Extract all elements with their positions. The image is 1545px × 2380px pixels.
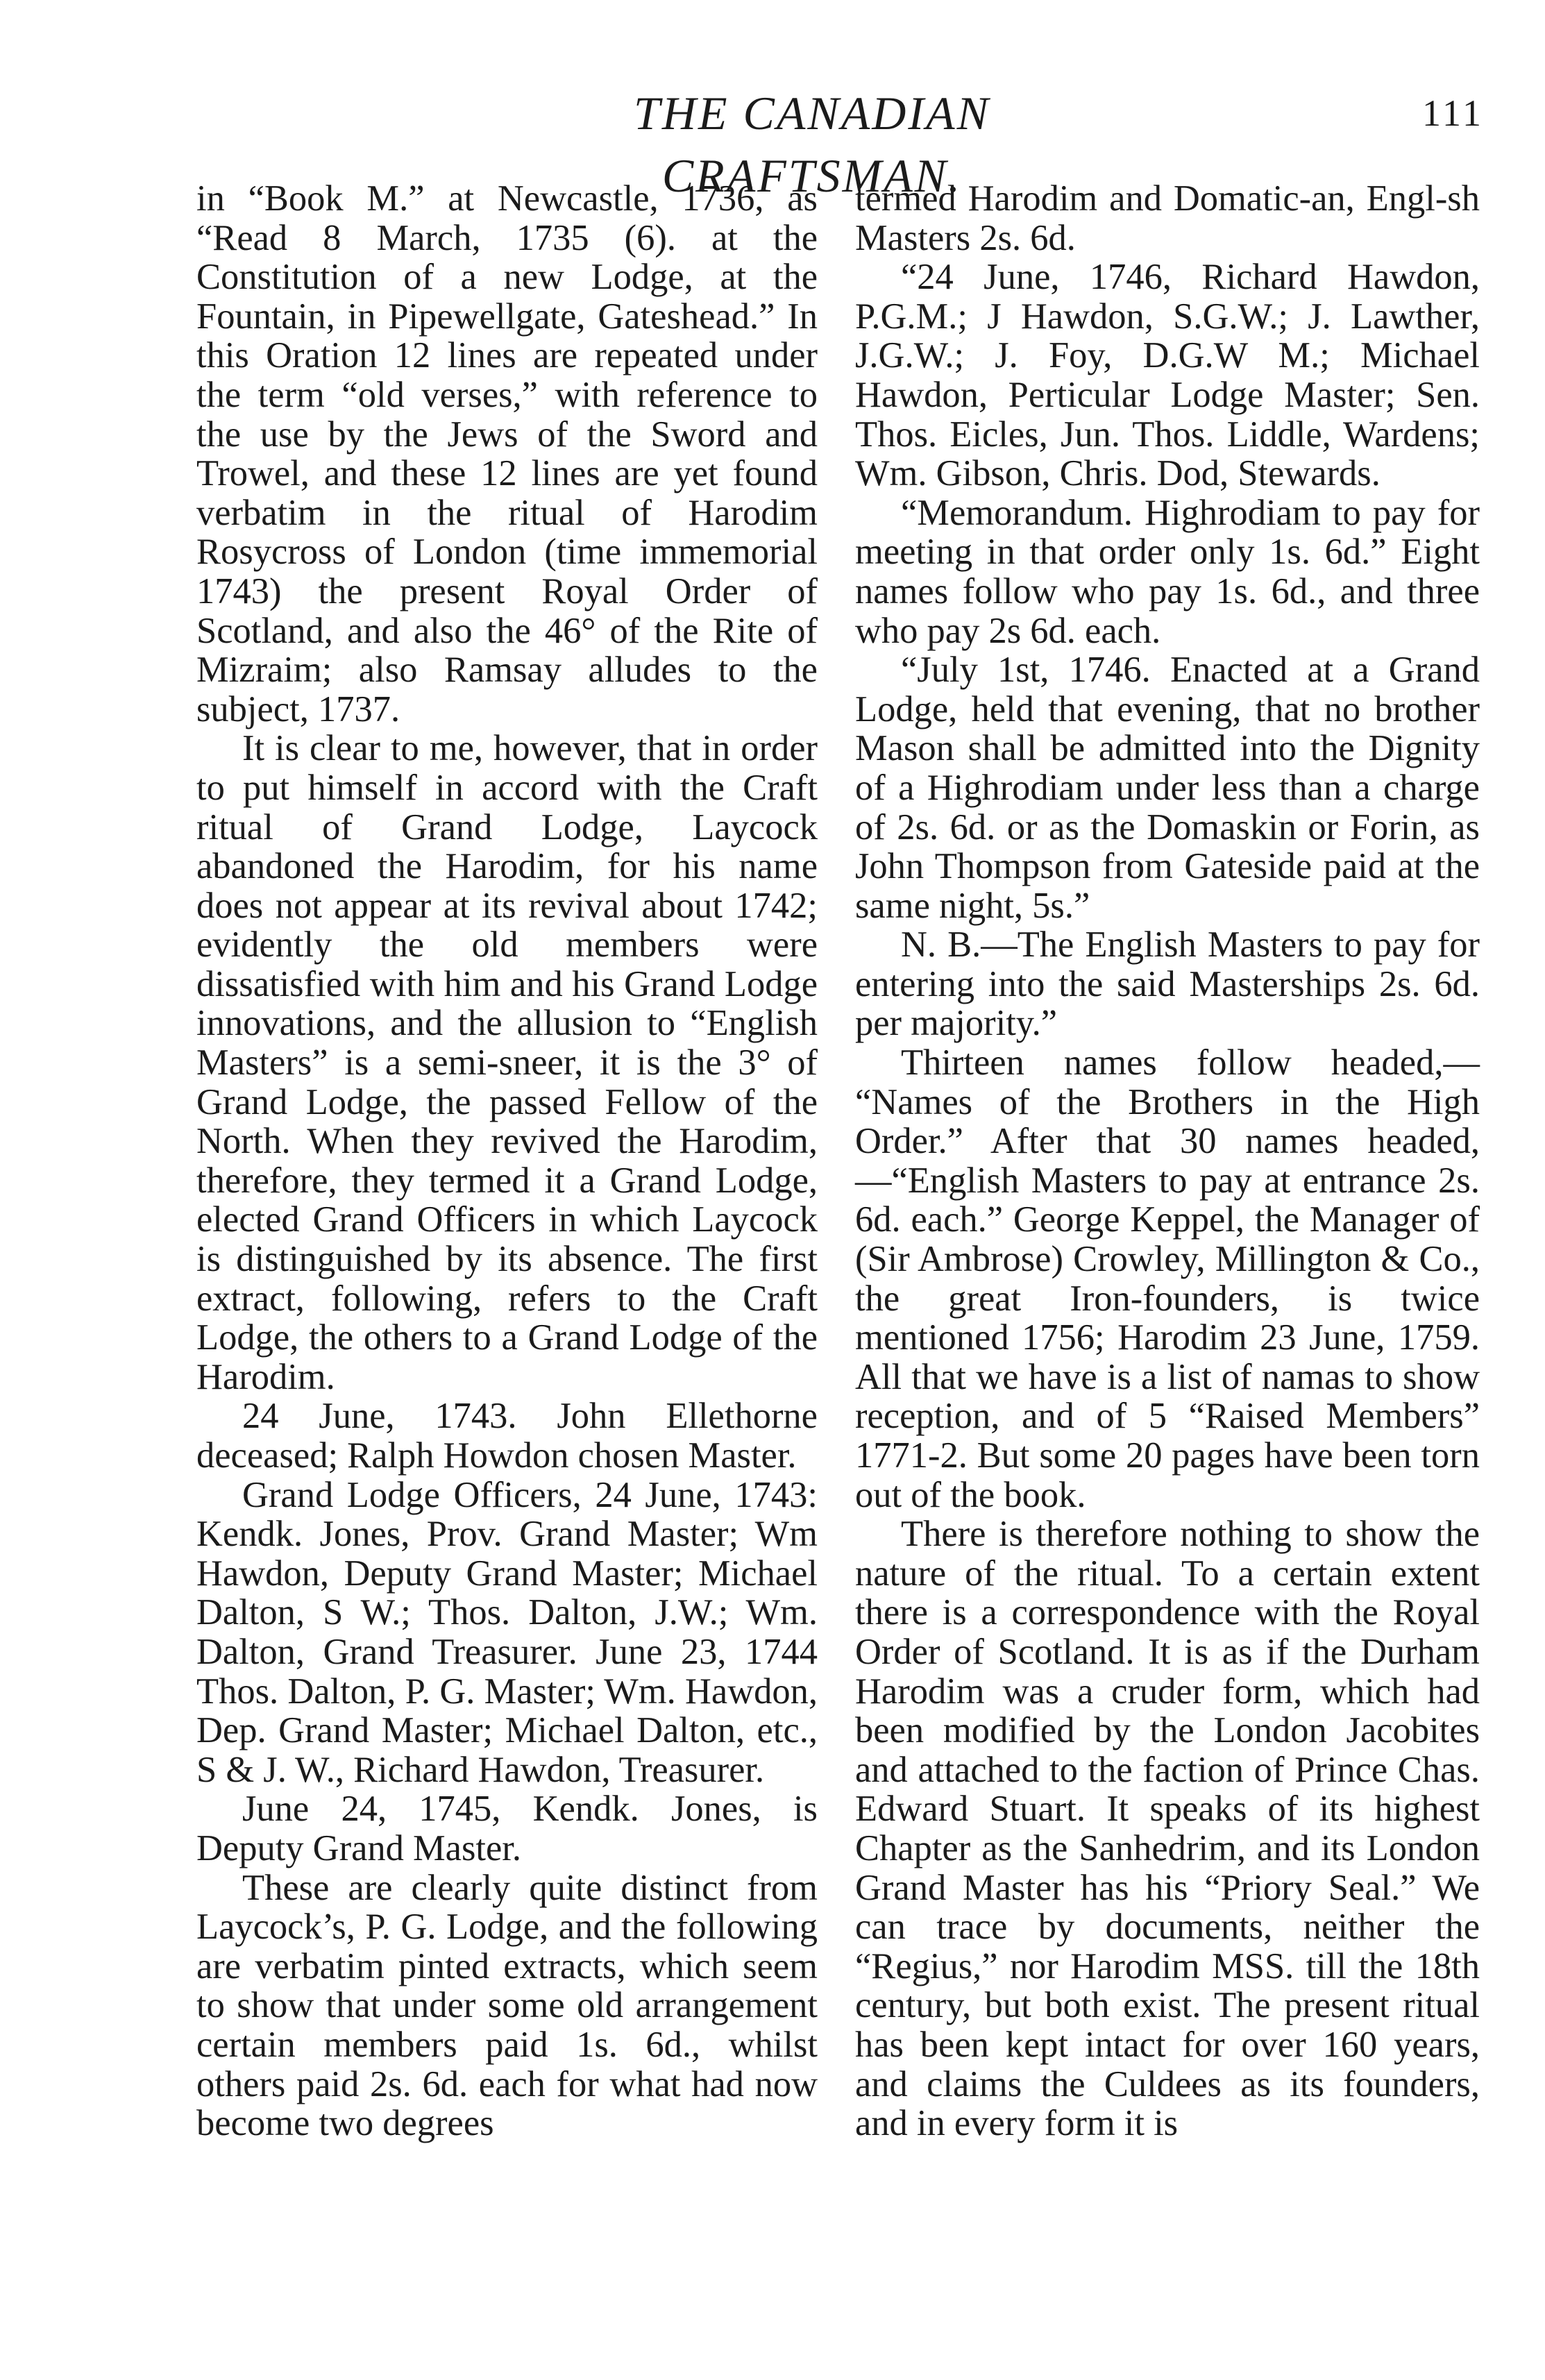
paragraph: There is therefore nothing to show the nature of the ritual. To a certain extent there is a correspondence with the Royal Order of Scotland. It is as if the Durham Harodim was a cruder form, which had been modified by the London Jacobites and attached to the faction of Prince Chas. Edward Stuart. It speaks of its highest Chapter as the Sanhedrim, and its London Grand Master has his “Priory Seal.” We can trace by documents, neither the “Regius,” nor Harodim MSS. till the 18th century, but both exist. The present ritual has been kept intact for over 160 years, and claims the Culdees as its founders, and in every form it is [855,1514,1480,2144]
paragraph: 24 June, 1743. John Ellethorne deceased; Ralph Howdon chosen Master. [196,1396,818,1476]
paragraph-continued: termed Harodim and Domatic-an, Engl-sh Masters 2s. 6d. [855,178,1480,258]
paragraph: Grand Lodge Officers, 24 June, 1743: Kendk. Jones, Prov. Grand Master; Wm Hawdon, Deputy Grand Master; Michael Dalton, S W.; Thos. Dalton, J.W.; Wm. Dalton, Grand Treasurer. June 23, 1744 Thos. Dalton, P. G. Master; Wm. Hawdon, Dep. Grand Master; Michael Dalton, etc., S & J. W., Richard Hawdon, Treasurer. [196,1474,818,1790]
paragraph: Thirteen names follow headed,— “Names of the Brothers in the High Order.” After that 30 names headed, —“English Masters to pay at entrance 2s. 6d. each.” George Keppel, the Manager of (Sir Ambrose) Crowley, Millington & Co., the great Iron-founders, is twice mentioned 1756; Harodim 23 June, 1759. All that we have is a list of namas to show reception, and of 5 “Raised Members” 1771-2. But some 20 pages have been torn out of the book. [855,1043,1480,1515]
paragraph: These are clearly quite distinct from Laycock’s, P. G. Lodge, and the following are verbatim pinted extracts, which seem to show that under some old arrangement certain members paid 1s. 6d., whilst others paid 2s. 6d. each for what had now become two degrees [196,1867,818,2144]
page-number: 111 [1422,92,1484,134]
right-column [855,179,1480,2143]
paragraph: “July 1st, 1746. Enacted at a Grand Lodge, held that evening, that no brother Mason shall be admitted into the Dignity of a Highrodiam under less than a charge of 2s. 6d. or as the Domaskin or Forin, as John Thompson from Gateside paid at the same night, 5s.” [855,650,1480,926]
paragraph-continued: in “Book M.” at Newcastle, 1736, as “Read 8 March, 1735 (6). at the Constitution of a new Lodge, at the Fountain, in Pipewellgate, Gateshead.” In this Oration 12 lines are repeated under the term “old verses,” with reference to the use by the Jews of the Sword and Trowel, and these 12 lines are yet found verbatim in the ritual of Harodim Rosycross of London (time immemorial 1743) the present Royal Order of Scotland, and also the 46° of the Rite of Mizraim; also Ramsay alludes to the subject, 1737. [196,178,818,729]
paragraph: June 24, 1745, Kendk. Jones, is Deputy Grand Master. [196,1789,818,1868]
left-column [196,179,818,2143]
paragraph: It is clear to me, however, that in order to put himself in accord with the Craft ritual of Grand Lodge, Laycock abandoned the Harodim, for his name does not appear at its revival about 1742; evidently the old members were dissatisfied with him and his Grand Lodge innovations, and the allusion to “English Masters” is a semi-sneer, it is the 3° of Grand Lodge, the passed Fellow of the North. When they revived the Harodim, therefore, they termed it a Grand Lodge, elected Grand Officers in which Laycock is distinguished by its absence. The first extract, following, refers to the Craft Lodge, the others to a Grand Lodge of the Harodim. [196,728,818,1397]
paragraph: N. B.—The English Masters to pay for entering into the said Masterships 2s. 6d. per majority.” [855,925,1480,1044]
running-title: THE CANADIAN CRAFTSMAN. [634,87,990,202]
running-head [0,82,1545,202]
paragraph: “24 June, 1746, Richard Hawdon, P.G.M.; J Hawdon, S.G.W.; J. Lawther, J.G.W.; J. Foy, D.G.W M.; Michael Hawdon, Perticular Lodge Master; Sen. Thos. Eicles, Jun. Thos. Liddle, Wardens; Wm. Gibson, Chris. Dod, Stewards. [855,257,1480,494]
paragraph: “Memorandum. Highrodiam to pay for meeting in that order only 1s. 6d.” Eight names follow who pay 1s. 6d., and three who pay 2s 6d. each. [855,492,1480,651]
